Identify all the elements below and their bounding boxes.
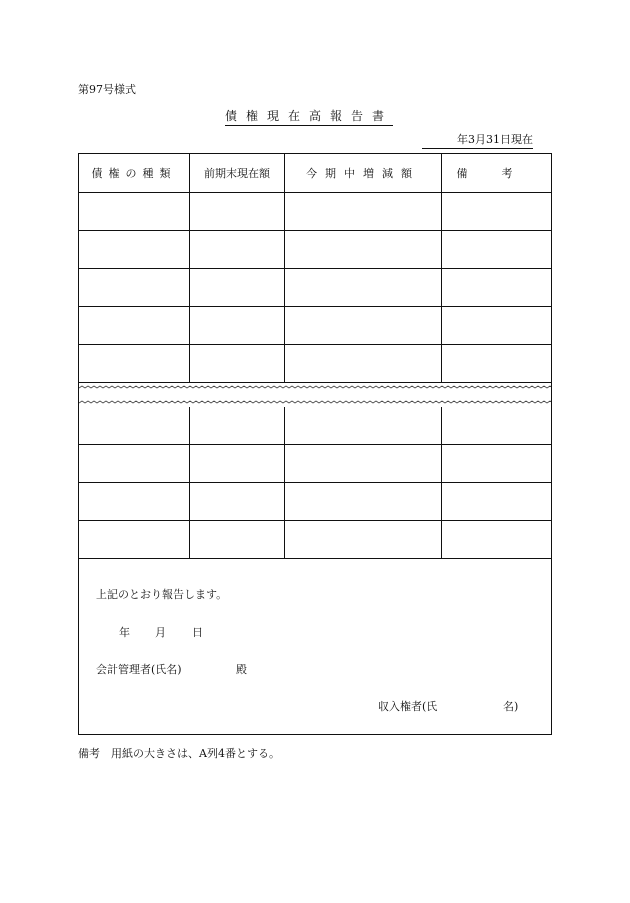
- table-cell: [285, 345, 442, 383]
- table-cell: [442, 521, 551, 559]
- accounting-manager-label: 会計管理者(氏名): [96, 663, 182, 676]
- table-cell: [190, 269, 285, 307]
- table-cell: [190, 521, 285, 559]
- table-cell: [442, 307, 551, 345]
- table-cell: [79, 231, 190, 269]
- table-cell: [442, 269, 551, 307]
- report-statement: 上記のとおり報告します。: [96, 588, 228, 601]
- table-cell: [79, 407, 190, 445]
- table-cell: [285, 521, 442, 559]
- table-cell: [190, 445, 285, 483]
- table-cell: [79, 269, 190, 307]
- table-break-mark: [79, 383, 551, 407]
- document-title: 債権現在高報告書: [225, 107, 393, 126]
- table-cell: [442, 445, 551, 483]
- table-cell: [442, 407, 551, 445]
- date-month-label: 月: [155, 626, 166, 639]
- date-day-label: 日: [192, 626, 203, 639]
- table-cell: [79, 307, 190, 345]
- table-cell: [285, 407, 442, 445]
- table-cell: [79, 193, 190, 231]
- date-year-label: 年: [119, 626, 130, 639]
- collector-label: 収入権者(氏: [378, 700, 438, 713]
- header-claim-type: 債権の種類: [79, 154, 190, 193]
- table-cell: [285, 483, 442, 521]
- table-cell: [190, 193, 285, 231]
- table-cell: [190, 307, 285, 345]
- header-remarks: 備考: [442, 154, 551, 193]
- table-cell: [285, 193, 442, 231]
- table-cell: [79, 521, 190, 559]
- table-cell: [79, 483, 190, 521]
- table-cell: [190, 483, 285, 521]
- table-cell: [285, 269, 442, 307]
- as-of-date: 年3月31日現在: [422, 131, 533, 149]
- collector-name-suffix: 名): [503, 700, 519, 713]
- table-cell: [190, 231, 285, 269]
- table-cell: [442, 483, 551, 521]
- table-cell: [190, 345, 285, 383]
- table-cell: [79, 345, 190, 383]
- table-cell: [285, 445, 442, 483]
- report-table: [78, 153, 552, 735]
- table-cell: [79, 445, 190, 483]
- table-cell: [442, 231, 551, 269]
- table-cell: [190, 407, 285, 445]
- paper-size-note: 備考 用紙の大きさは、A列4番とする。: [78, 747, 280, 760]
- header-period-change: 今期中増減額: [285, 154, 442, 193]
- form-number: 第97号様式: [78, 83, 136, 96]
- table-cell: [285, 231, 442, 269]
- header-previous-balance: 前期末現在額: [190, 154, 285, 193]
- table-cell: [442, 345, 551, 383]
- honorific-label: 殿: [236, 663, 247, 676]
- table-cell: [442, 193, 551, 231]
- table-cell: [285, 307, 442, 345]
